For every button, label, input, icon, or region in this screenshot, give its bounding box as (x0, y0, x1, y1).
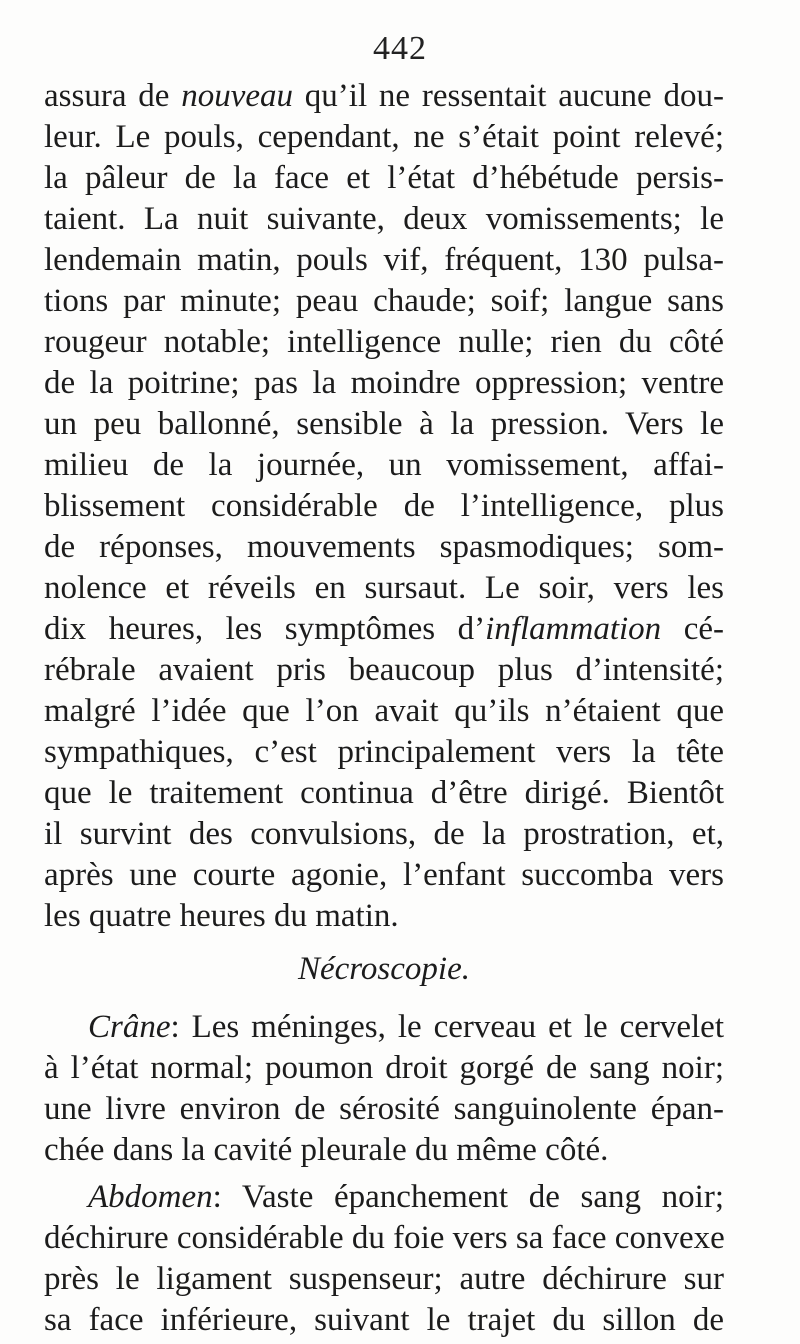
text-line: sympathiques, c’est principalement vers la tête (44, 734, 724, 770)
text-line: chée dans la cavité pleurale du même côté. (44, 1132, 609, 1168)
text-line: un peu ballonné, sensible à la pression. Vers le (44, 406, 724, 442)
text-line: rébrale avaient pris beaucoup plus d’intensité; (44, 652, 724, 688)
page-number: 442 (373, 30, 427, 67)
text-line: dix heures, les symptômes d’inflammation cé- (44, 611, 724, 647)
text-line: il survint des convulsions, de la prostration, et, (44, 816, 724, 852)
text-line: lendemain matin, pouls vif, fréquent, 130 pulsa- (44, 242, 724, 278)
text-line: milieu de la journée, un vomissement, affai- (44, 447, 724, 483)
text-line: près le ligament suspenseur; autre déchirure sur (44, 1261, 724, 1297)
subsection-label: Abdomen (88, 1179, 213, 1215)
text-line: la pâleur de la face et l’état d’hébétude persis- (44, 160, 724, 196)
text-line: Crâne: Les méninges, le cerveau et le cervelet (88, 1009, 724, 1045)
paragraph-clinical-course (44, 76, 724, 937)
text-line: les quatre heures du matin. (44, 898, 399, 934)
paragraph-crane (44, 1007, 724, 1171)
text-line: leur. Le pouls, cependant, ne s’était point relevé; (44, 119, 724, 155)
text-line: que le traitement continua d’être dirigé. Bientôt (44, 775, 724, 811)
text-line: assura de nouveau qu’il ne ressentait aucune dou- (44, 78, 724, 114)
text-line: nolence et réveils en sursaut. Le soir, vers les (44, 570, 724, 606)
text-line: blissement considérable de l’intelligence, plus (44, 488, 724, 524)
subsection-label: Crâne (88, 1009, 171, 1045)
text-line: de la poitrine; pas la moindre oppression; ventre (44, 365, 724, 401)
section-heading: Nécroscopie. (298, 951, 470, 987)
text-line: malgré l’idée que l’on avait qu’ils n’étaient que (44, 693, 724, 729)
text-line: tions par minute; peau chaude; soif; langue sans (44, 283, 724, 319)
text-line: sa face inférieure, suivant le trajet du sillon de (44, 1302, 724, 1338)
text-line: après une courte agonie, l’enfant succomba vers (44, 857, 724, 893)
text-line: de réponses, mouvements spasmodiques; som- (44, 529, 724, 565)
text-line: rougeur notable; intelligence nulle; rien du côté (44, 324, 724, 360)
paragraph-abdomen (44, 1177, 724, 1341)
text-line: taient. La nuit suivante, deux vomissements; le (44, 201, 724, 237)
text-line: à l’état normal; poumon droit gorgé de sang noir; (44, 1050, 724, 1086)
text-line: Abdomen: Vaste épanchement de sang noir; (88, 1179, 724, 1215)
body-text (44, 76, 724, 1341)
text-line: déchirure considérable du foie vers sa face convexe (44, 1220, 725, 1256)
emphasis: nouveau (181, 78, 293, 114)
text-line: une livre environ de sérosité sanguinolente épan- (44, 1091, 724, 1127)
emphasis: inflammation (485, 611, 662, 647)
